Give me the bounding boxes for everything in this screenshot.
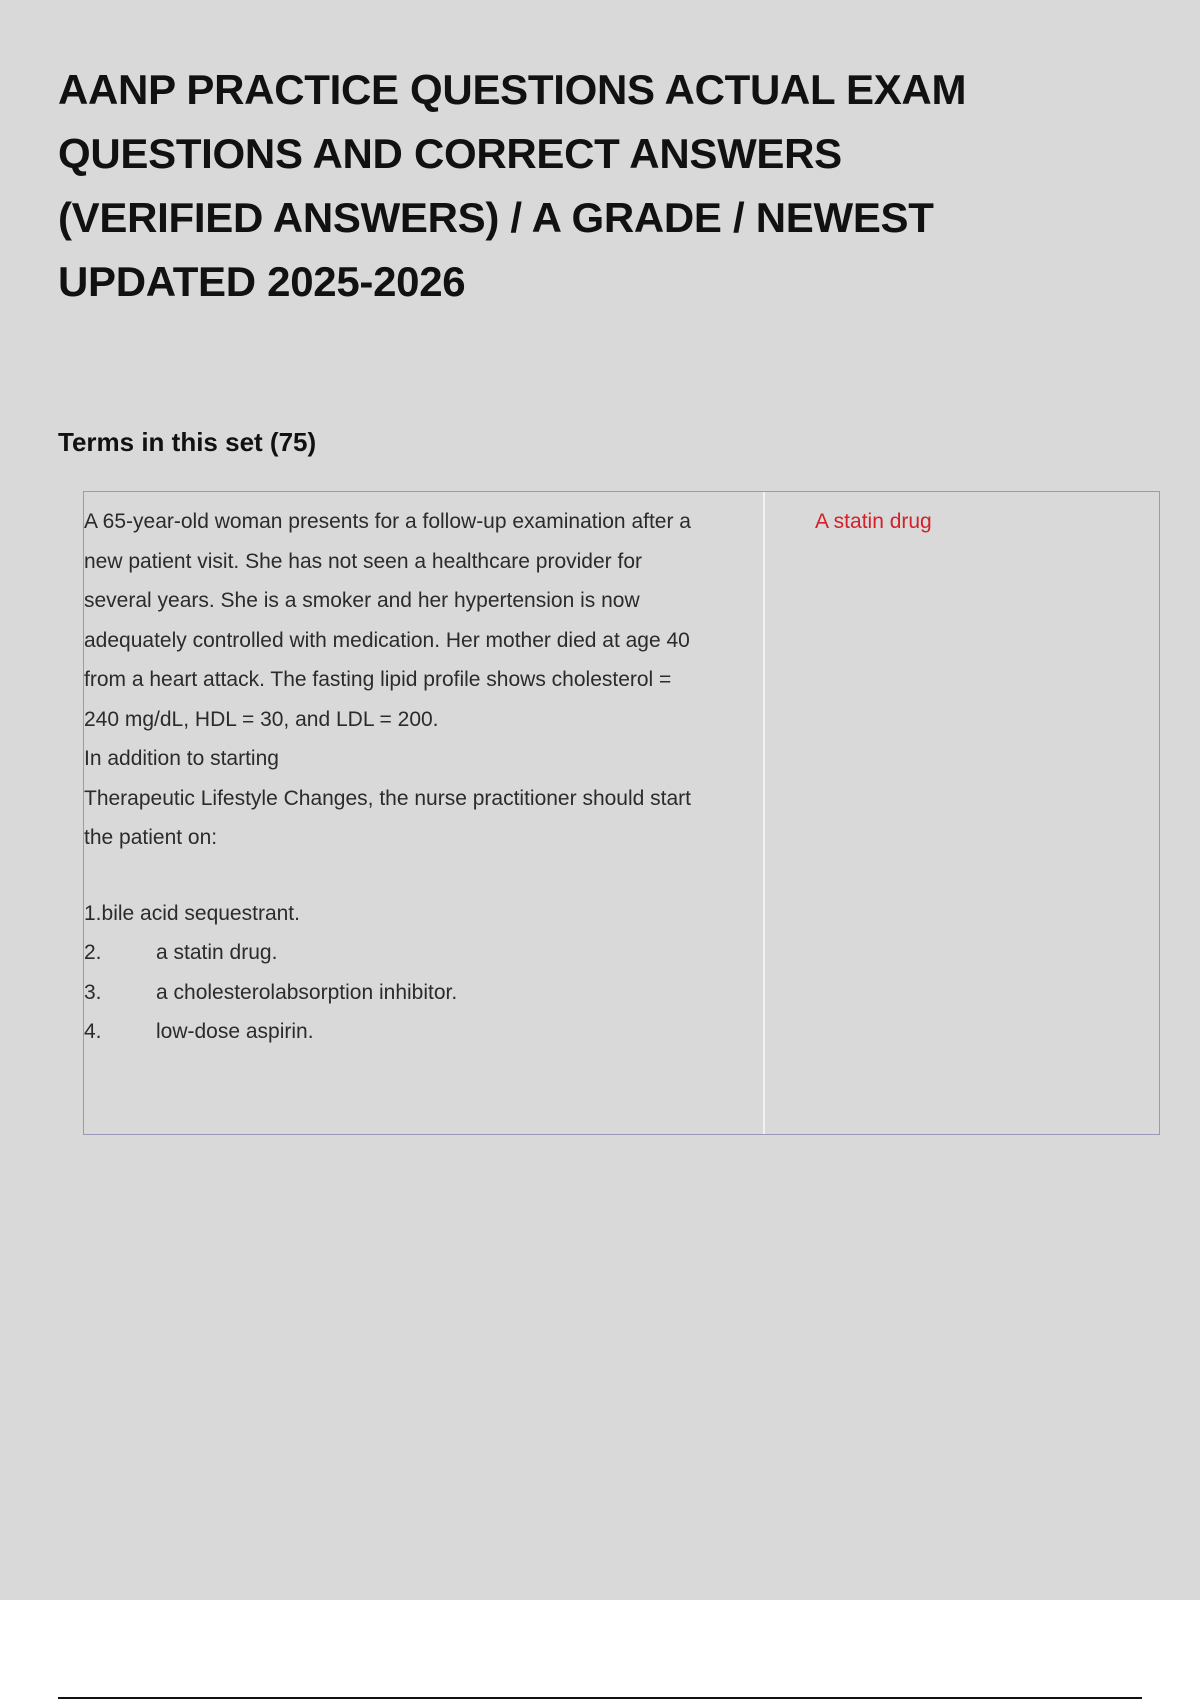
question-stem-line: A 65-year-old woman presents for a follow-up examination after a (84, 510, 691, 533)
question-stem-line: Therapeutic Lifestyle Changes, the nurse practitioner should start (84, 786, 692, 810)
correct-answer: A statin drug (815, 510, 932, 533)
answer-option-4 (84, 1012, 751, 1052)
option-text: low-dose aspirin. (156, 1020, 314, 1043)
option-number: 3. (84, 980, 102, 1004)
footer-divider (58, 1697, 1142, 1699)
question-stem-line: the patient on: (84, 826, 218, 849)
question-answer-table (83, 491, 1160, 1135)
option-number: 4. (84, 1020, 102, 1043)
question-stem-line: new patient visit. She has not seen a healthcare provider for (84, 549, 642, 573)
answer-option-3 (84, 973, 751, 1013)
answer-cell (765, 492, 1159, 1134)
spacer (84, 858, 751, 894)
question-stem-line: In addition to starting (84, 747, 279, 770)
answer-option-1: 1.bile acid sequestrant. (84, 901, 300, 925)
answer-option-2 (84, 933, 751, 973)
option-number: 2. (84, 941, 102, 964)
option-text: a statin drug. (156, 941, 278, 964)
document-title: AANP PRACTICE QUESTIONS ACTUAL EXAM QUESTIONS AND CORRECT ANSWERS (VERIFIED ANSWERS) / A GRADE / NEWEST UPDATED 2025-2026 (58, 66, 967, 305)
question-stem-line: 240 mg/dL, HDL = 30, and LDL = 200. (84, 707, 439, 731)
question-cell (84, 492, 765, 1134)
question-stem-line: from a heart attack. The fasting lipid profile shows cholesterol = (84, 668, 672, 691)
question-stem-line: adequately controlled with medication. Her mother died at age 40 (84, 628, 690, 652)
question-stem-line: several years. She is a smoker and her hypertension is now (84, 589, 640, 612)
terms-heading: Terms in this set (75) (58, 427, 317, 457)
option-text: a cholesterolabsorption inhibitor. (156, 980, 458, 1004)
